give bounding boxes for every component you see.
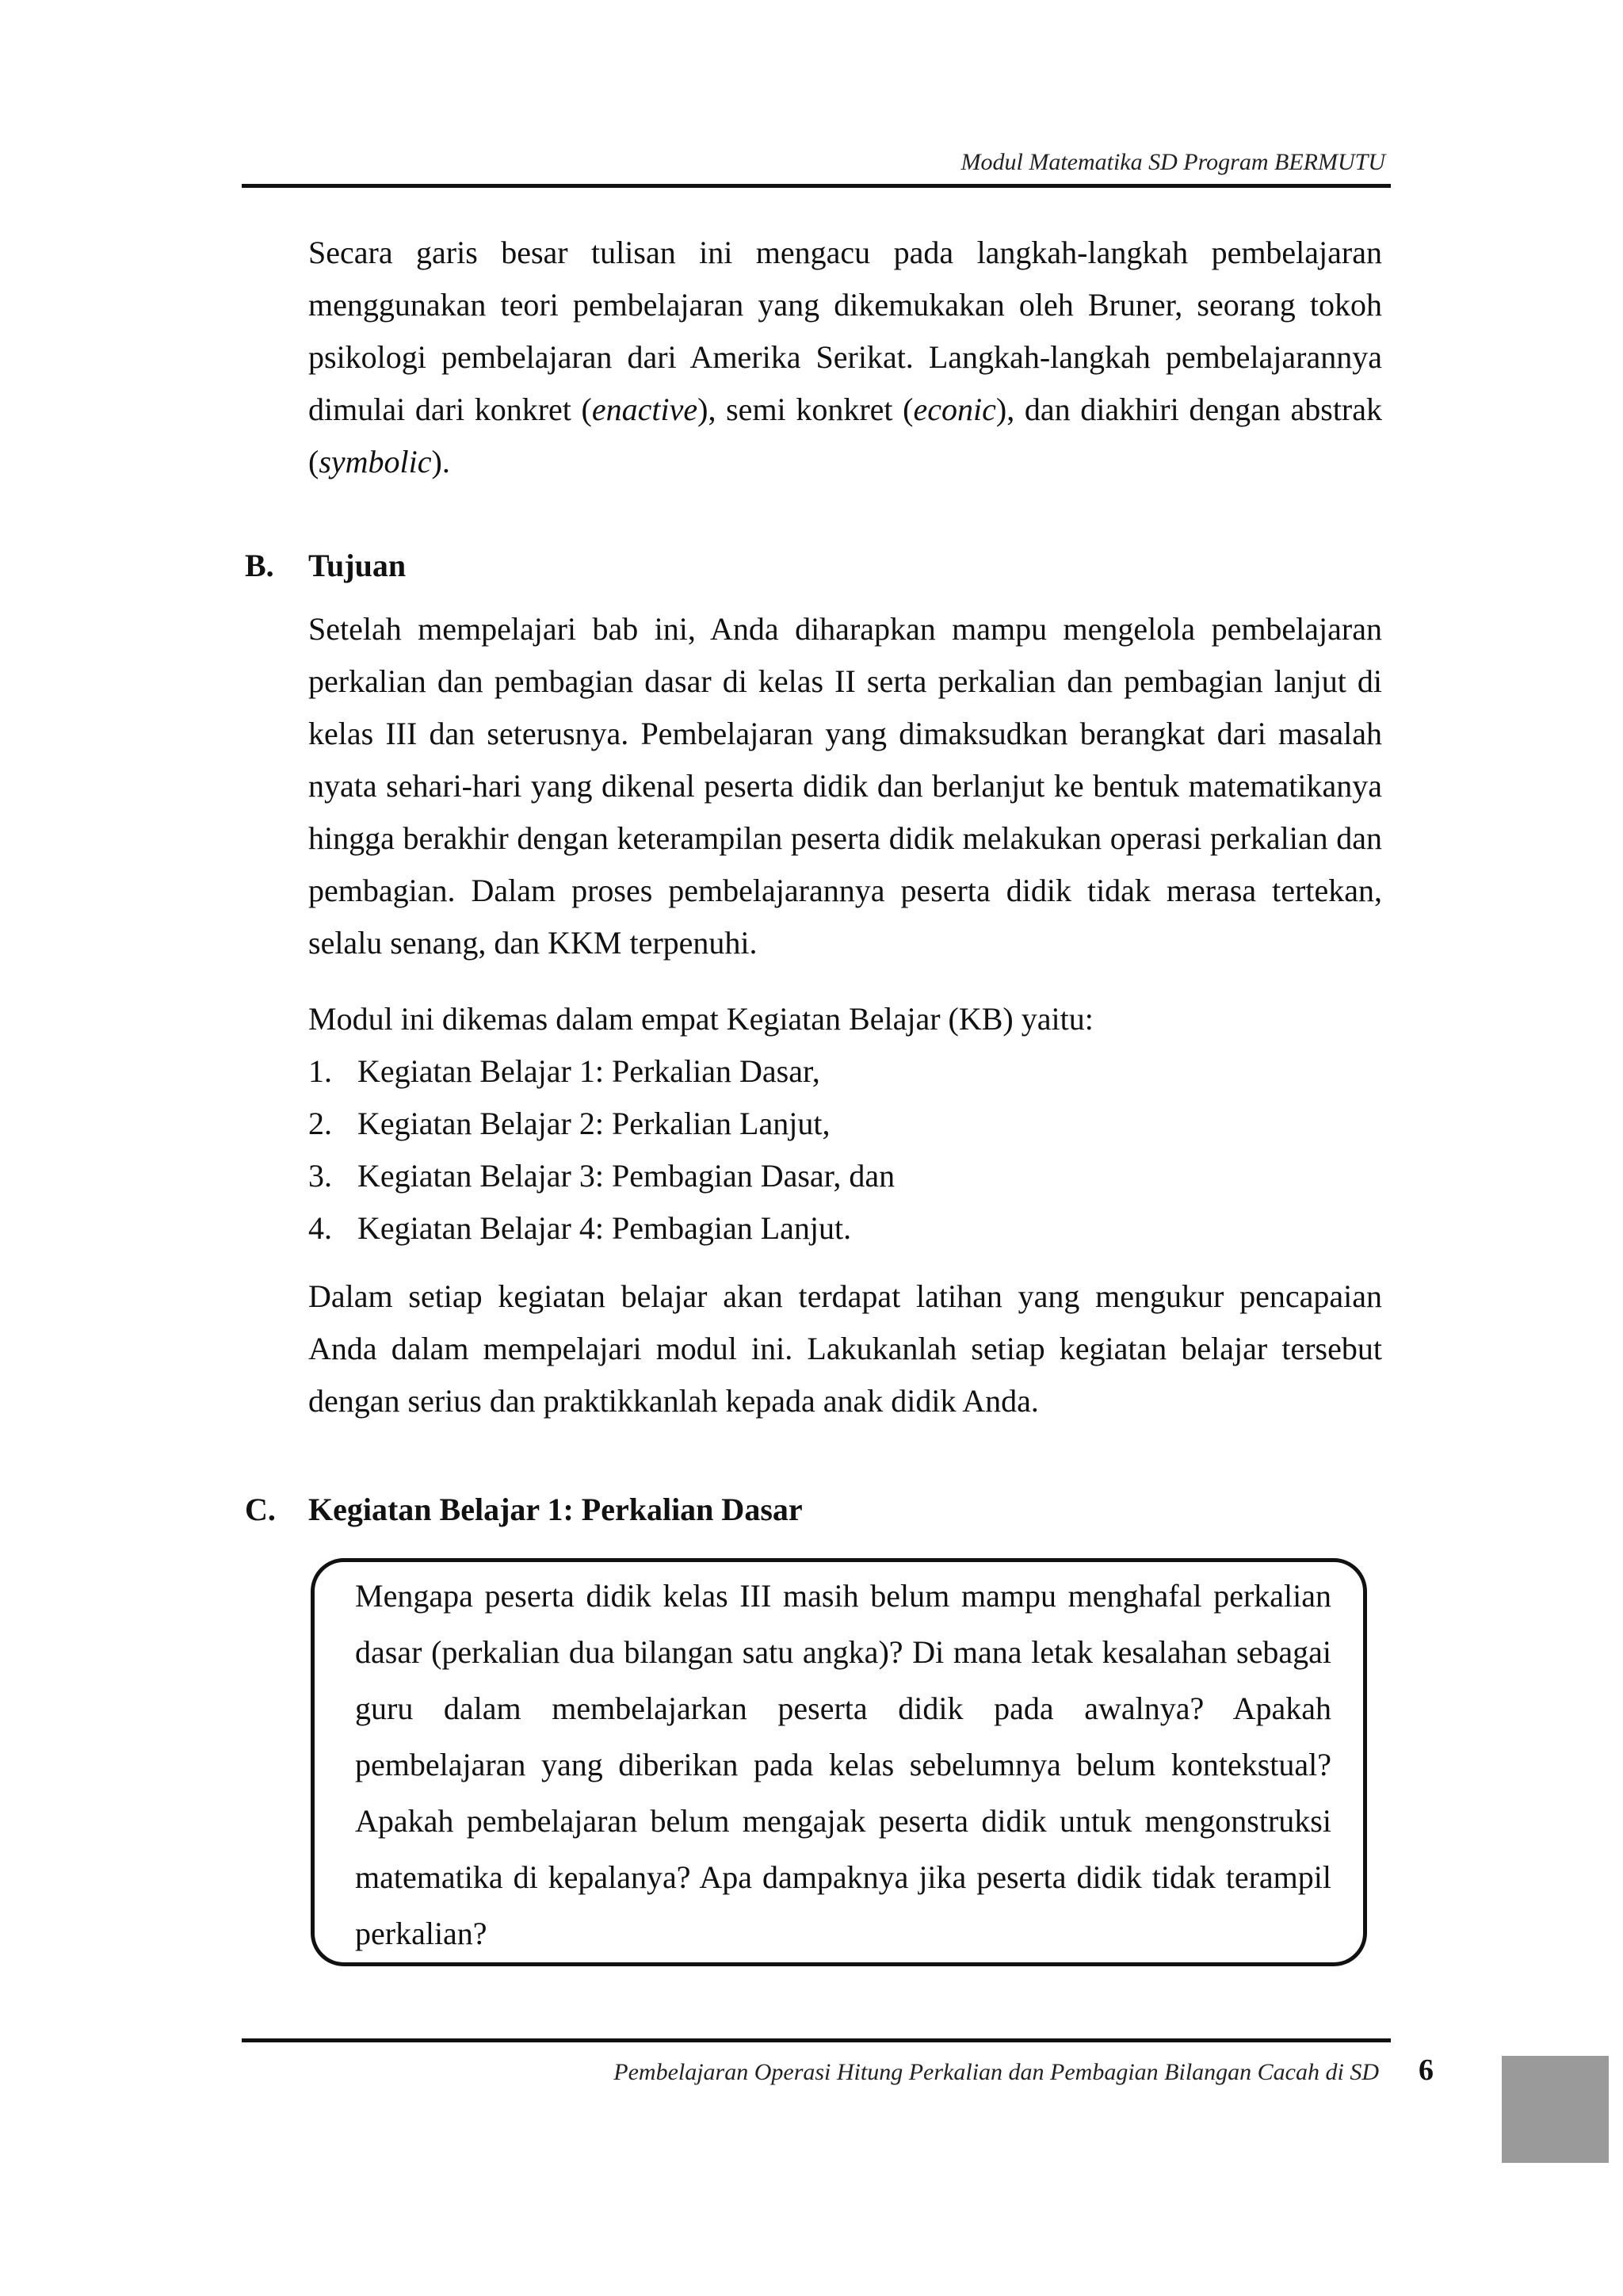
intro-term-symbolic: symbolic	[319, 444, 432, 479]
section-c-letter: C.	[245, 1492, 276, 1527]
section-b-paragraph: Setelah mempelajari bab ini, Anda diharapkan mampu mengelola pembelajaran perkalian dan pembagian dasar di kelas II serta perkalian dan pembagian lanjut di kelas III dan seterusnya. Pembelajaran yang dimaksudkan berangkat dari masalah nyata sehari-hari yang dikenal peserta didik dan berlanjut ke bentuk matematikanya hingga berakhir dengan keterampilan peserta didik melakukan operasi perkalian dan pembagian. Dalam proses pembelajarannya peserta didik tidak merasa tertekan, selalu senang, dan KKM terpenuhi.	[308, 611, 1382, 961]
question-box-text: Mengapa peserta didik kelas III masih belum mampu menghafal perkalian dasar (perkalian dua bilangan satu angka)? Di mana letak kesalahan sebagai guru dalam membelajarkan peserta didik pada awalnya? Apakah pembelajaran yang diberikan pada kelas sebelumnya belum kontekstual? Apakah pembelajaran belum mengajak peserta didik untuk mengonstruksi matematika di kepalanya? Apa dampaknya jika peserta didik tidak terampil perkalian?	[355, 1578, 1331, 1951]
intro-text-1: Secara garis besar tulisan ini mengacu pada langkah-langkah pembelajaran menggunakan teori pembelajaran yang dikemukakan oleh Bruner, seorang tokoh psikologi pembelajaran dari Amerika Serikat. Langkah-langkah pembelajarannya dimulai dari konkret (	[308, 235, 1382, 427]
list-item-number: 2.	[308, 1106, 332, 1141]
running-header: Modul Matematika SD Program BERMUTU	[960, 149, 1385, 175]
list-item	[308, 1045, 895, 1098]
intro-text-2: ), semi konkret (	[697, 392, 914, 427]
intro-paragraph	[308, 227, 1382, 488]
running-footer: Pembelajaran Operasi Hitung Perkalian dan Pembagian Bilangan Cacah di SD	[613, 2059, 1379, 2085]
intro-text-4: ).	[431, 444, 450, 479]
page-number: 6	[1419, 2053, 1434, 2087]
list-item-text: Kegiatan Belajar 2: Perkalian Lanjut,	[357, 1106, 831, 1141]
footer-rule	[242, 2038, 1391, 2042]
list-item-text: Kegiatan Belajar 1: Perkalian Dasar,	[357, 1053, 820, 1089]
list-item	[308, 1098, 895, 1150]
list-item-number: 4.	[308, 1210, 332, 1246]
kegiatan-belajar-list	[308, 1045, 895, 1255]
intro-text-3: ), dan diakhiri dengan abstrak (	[308, 392, 1383, 479]
list-item	[308, 1202, 895, 1255]
page-tab-marker	[1502, 2056, 1609, 2163]
section-b-title: Tujuan	[308, 548, 407, 583]
list-item-number: 1.	[308, 1053, 332, 1089]
closing-paragraph: Dalam setiap kegiatan belajar akan terdapat latihan yang mengukur pencapaian Anda dalam mempelajari modul ini. Lakukanlah setiap kegiatan belajar tersebut dengan serius dan praktikkanlah kepada anak didik Anda.	[308, 1278, 1382, 1419]
intro-term-enactive: enactive	[591, 392, 698, 427]
header-rule	[242, 184, 1391, 188]
section-b-letter: B.	[245, 548, 274, 583]
list-item-text: Kegiatan Belajar 4: Pembagian Lanjut.	[357, 1210, 852, 1246]
list-intro: Modul ini dikemas dalam empat Kegiatan Belajar (KB) yaitu:	[308, 1001, 1094, 1037]
list-item	[308, 1150, 895, 1202]
intro-term-econic: econic	[913, 392, 996, 427]
section-c-title: Kegiatan Belajar 1: Perkalian Dasar	[308, 1492, 803, 1527]
list-item-number: 3.	[308, 1158, 332, 1194]
list-item-text: Kegiatan Belajar 3: Pembagian Dasar, dan	[357, 1158, 896, 1194]
